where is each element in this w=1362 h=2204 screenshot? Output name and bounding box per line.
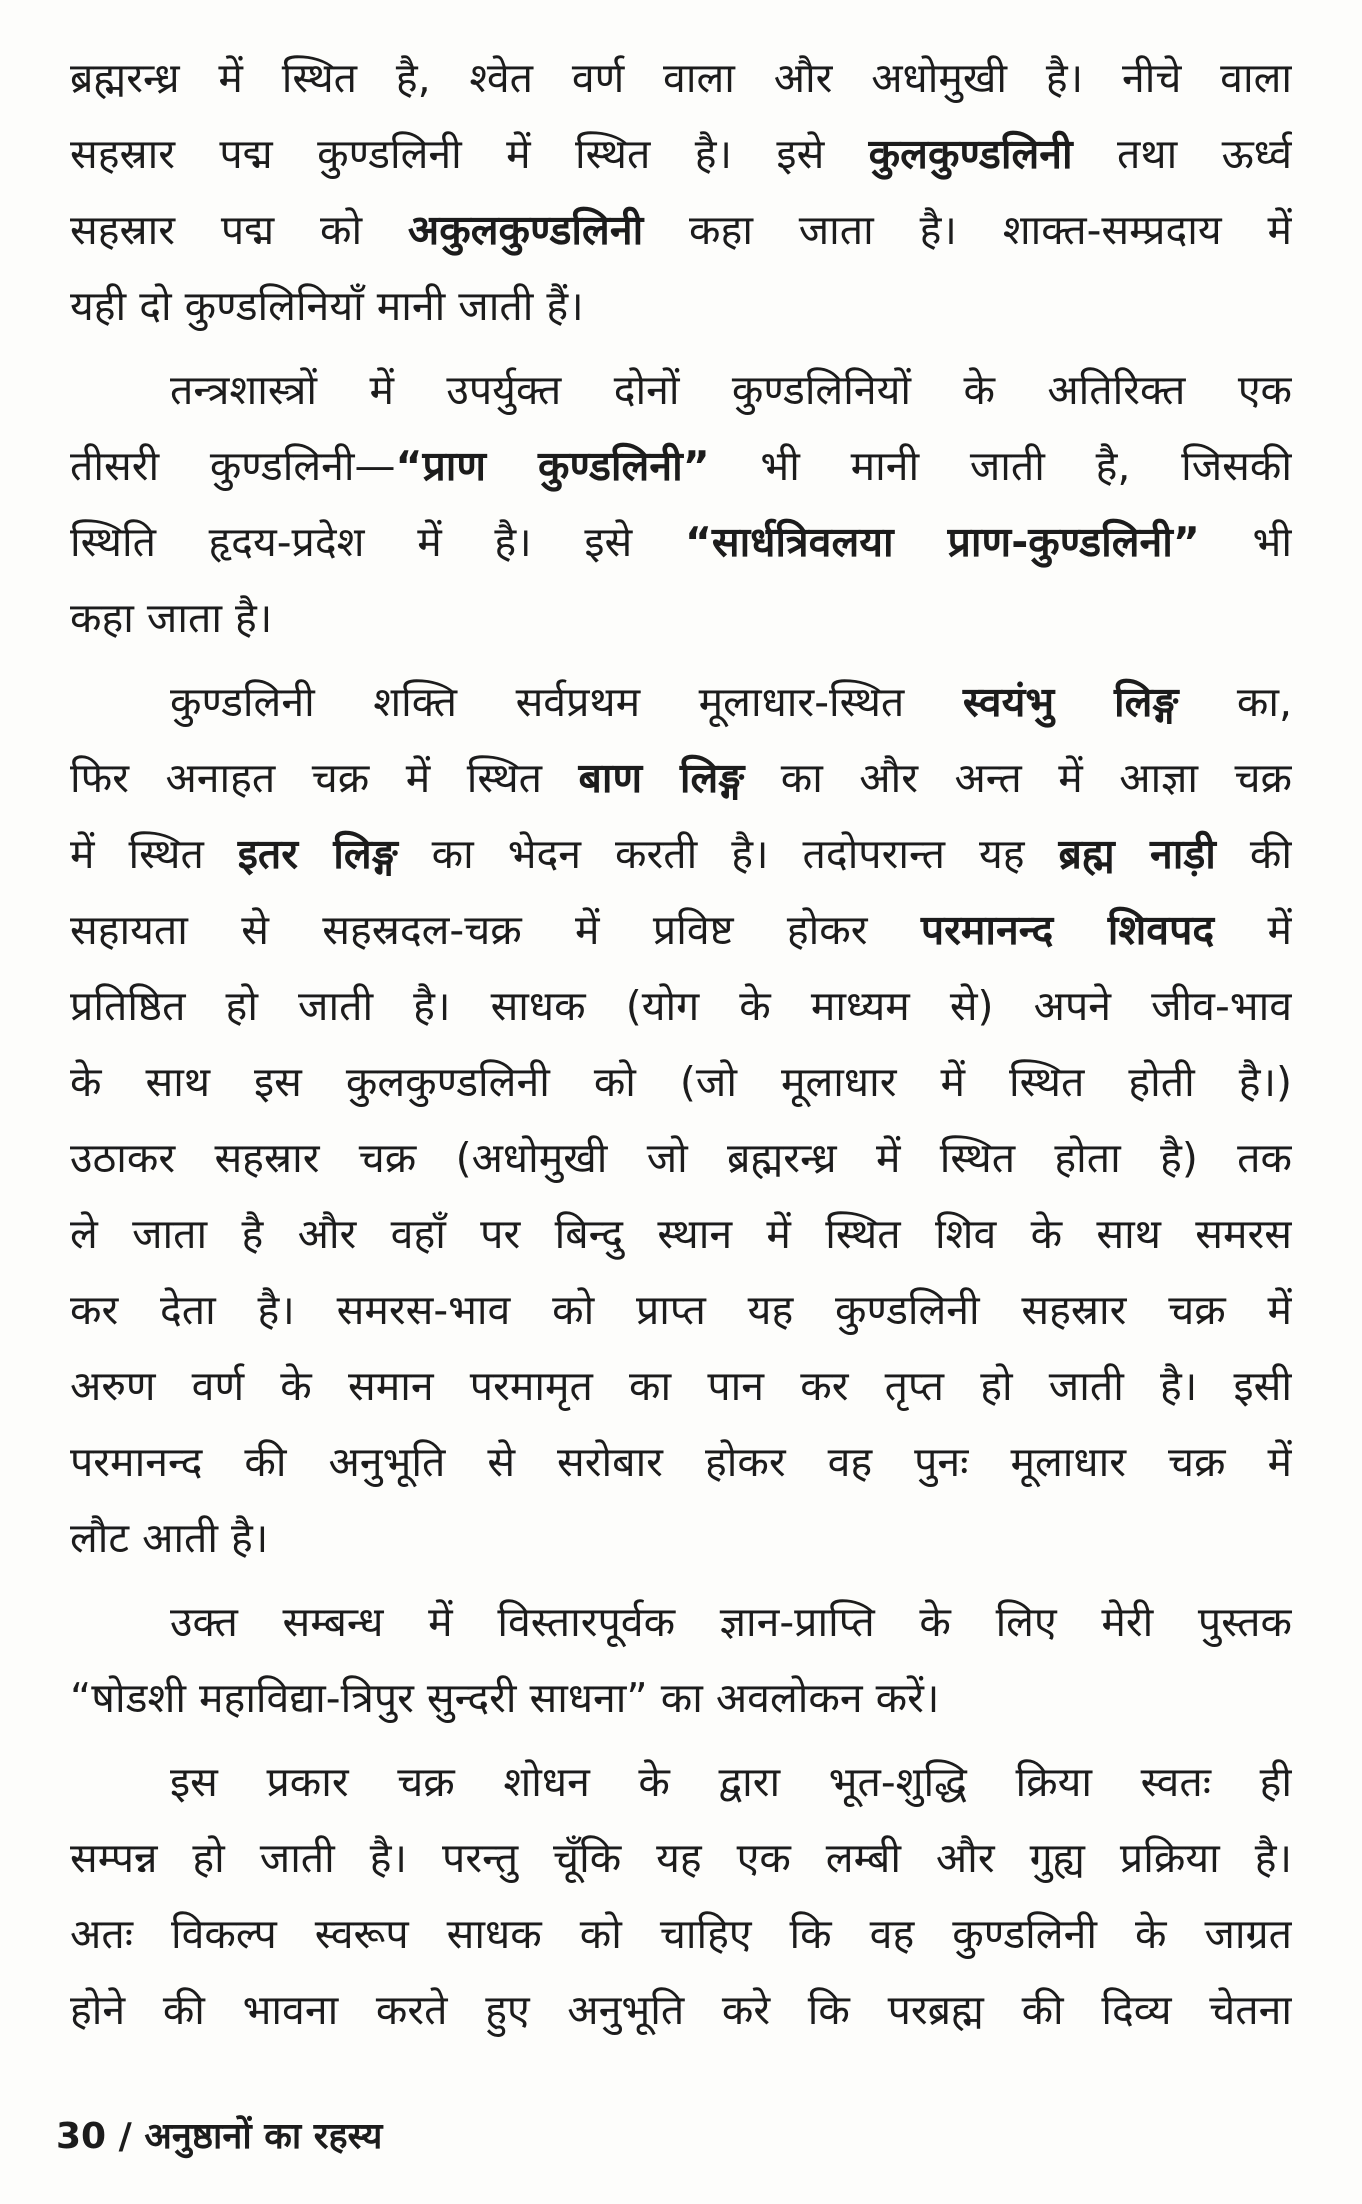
text-line: “षोडशी महाविद्या-त्रिपुर सुन्दरी साधना” का अवलोकन करें। <box>70 1674 940 1722</box>
bold-term: “सार्धत्रिवलया प्राण-कुण्डलिनी” <box>684 518 1200 566</box>
bold-term: इतर लिङ्ग <box>237 830 398 878</box>
text-line: के साथ इस कुलकुण्डलिनी को (जो मूलाधार में स्थित होती है।) <box>70 1058 1292 1106</box>
text-line: फिर अनाहत चक्र में स्थित बाण लिङ्ग का और अन्त में आज्ञा चक्र <box>70 754 1292 802</box>
text-line: तीसरी कुण्डलिनी—“प्राण कुण्डलिनी” भी मानी जाती है, जिसकी <box>70 442 1292 490</box>
footer-separator: / <box>118 2116 132 2157</box>
bold-term: “प्राण कुण्डलिनी” <box>395 442 710 490</box>
bold-term: ब्रह्म नाड़ी <box>1058 830 1216 878</box>
text-line: सहायता से सहस्रदल-चक्र में प्रविष्ट होकर परमानन्द शिवपद में <box>70 906 1292 954</box>
text-line: कुण्डलिनी शक्ति सर्वप्रथम मूलाधार-स्थित स्वयंभु लिङ्ग का, <box>170 678 1292 726</box>
bold-term: अकुलकुण्डलिनी <box>407 206 644 254</box>
text-line: उक्त सम्बन्ध में विस्तारपूर्वक ज्ञान-प्राप्ति के लिए मेरी पुस्तक <box>170 1598 1292 1646</box>
text-line: में स्थित इतर लिङ्ग का भेदन करती है। तदोपरान्त यह ब्रह्म नाड़ी की <box>70 830 1292 878</box>
text-line: लौट आती है। <box>70 1514 269 1562</box>
text-line: स्थिति हृदय-प्रदेश में है। इसे “सार्धत्रिवलया प्राण-कुण्डलिनी” भी <box>70 518 1292 566</box>
text-line: परमानन्द की अनुभूति से सरोबार होकर वह पुनः मूलाधार चक्र में <box>70 1438 1292 1486</box>
text-line: इस प्रकार चक्र शोधन के द्वारा भूत-शुद्धि क्रिया स्वतः ही <box>170 1758 1292 1806</box>
paragraph-4 <box>70 1584 1292 1736</box>
book-title: अनुष्ठानों का रहस्य <box>144 2116 383 2157</box>
text-line: होने की भावना करते हुए अनुभूति करे कि परब्रह्म की दिव्य चेतना <box>70 1986 1292 2034</box>
text-line: ब्रह्मरन्ध्र में स्थित है, श्वेत वर्ण वाला और अधोमुखी है। नीचे वाला <box>70 54 1292 102</box>
bold-term: स्वयंभु लिङ्ग <box>962 678 1179 726</box>
text-line: कहा जाता है। <box>70 594 273 642</box>
bold-term: परमानन्द शिवपद <box>920 906 1215 954</box>
bold-term: कुलकुण्डलिनी <box>868 130 1073 178</box>
text-line: सम्पन्न हो जाती है। परन्तु चूँकि यह एक लम्बी और गुह्य प्रक्रिया है। <box>70 1834 1292 1882</box>
text-line: सहस्रार पद्म को अकुलकुण्डलिनी कहा जाता है। शाक्त-सम्प्रदाय में <box>70 206 1292 254</box>
page-number: 30 <box>56 2116 107 2157</box>
text-line: यही दो कुण्डलिनियाँ मानी जाती हैं। <box>70 282 584 330</box>
text-line: उठाकर सहस्रार चक्र (अधोमुखी जो ब्रह्मरन्ध्र में स्थित होता है) तक <box>70 1134 1292 1182</box>
text-line: कर देता है। समरस-भाव को प्राप्त यह कुण्डलिनी सहस्रार चक्र में <box>70 1286 1292 1334</box>
text-line: सहस्रार पद्म कुण्डलिनी में स्थित है। इसे कुलकुण्डलिनी तथा ऊर्ध्व <box>70 130 1292 178</box>
paragraph-2 <box>70 352 1292 656</box>
text-line: अरुण वर्ण के समान परमामृत का पान कर तृप्त हो जाती है। इसी <box>70 1362 1292 1410</box>
text-line: ले जाता है और वहाँ पर बिन्दु स्थान में स्थित शिव के साथ समरस <box>70 1210 1292 1258</box>
text-line: प्रतिष्ठित हो जाती है। साधक (योग के माध्यम से) अपने जीव-भाव <box>70 982 1292 1030</box>
paragraph-3 <box>70 664 1292 1576</box>
page-footer <box>56 2110 382 2159</box>
paragraph-1 <box>70 40 1292 344</box>
page-body <box>70 40 1292 2056</box>
text-line: तन्त्रशास्त्रों में उपर्युक्त दोनों कुण्डलिनियों के अतिरिक्त एक <box>170 366 1292 414</box>
text-line: अतः विकल्प स्वरूप साधक को चाहिए कि वह कुण्डलिनी के जाग्रत <box>70 1910 1292 1958</box>
bold-term: बाण लिङ्ग <box>578 754 745 802</box>
paragraph-5 <box>70 1744 1292 2048</box>
